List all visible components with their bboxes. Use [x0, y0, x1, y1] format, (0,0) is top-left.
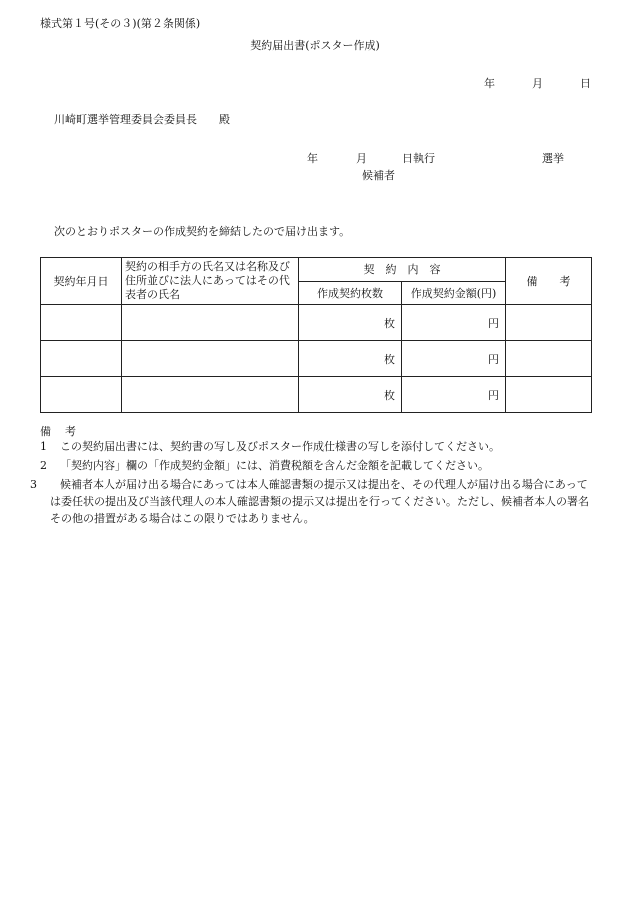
- cell-remarks[interactable]: [506, 377, 592, 413]
- election-day-label: 日執行: [402, 152, 435, 165]
- header-poster-count: 作成契約枚数: [299, 281, 402, 305]
- date-day-label: 日: [580, 77, 591, 90]
- form-number: 様式第１号(その３)(第２条関係): [40, 17, 201, 30]
- note-item: [40, 457, 595, 474]
- notes-heading-1: 備: [40, 425, 51, 438]
- cell-amount[interactable]: [402, 377, 506, 413]
- note-text: 「契約内容」欄の「作成契約金額」には、消費税額を含んだ金額を記載してください。: [60, 459, 489, 472]
- cell-count[interactable]: [299, 341, 402, 377]
- table-row: [41, 377, 592, 413]
- cell-amount[interactable]: [402, 341, 506, 377]
- notes-heading-2: 考: [65, 425, 76, 438]
- note-number: 3: [30, 478, 37, 491]
- notes-heading: [40, 423, 76, 439]
- cell-date[interactable]: [41, 377, 122, 413]
- cell-party[interactable]: [122, 305, 299, 341]
- contract-table: [40, 257, 592, 413]
- date-year-label: 年: [484, 77, 495, 90]
- table-row: [41, 341, 592, 377]
- note-item: [30, 476, 595, 527]
- cell-amount[interactable]: [402, 305, 506, 341]
- document-title: 契約届出書(ポスター作成): [250, 39, 380, 52]
- header-contract-amount: 作成契約金額(円): [402, 281, 506, 305]
- count-unit: 枚: [384, 352, 395, 366]
- cell-count[interactable]: [299, 377, 402, 413]
- header-contract-date: 契約年月日: [41, 258, 122, 305]
- header-remarks: 備 考: [506, 258, 592, 305]
- election-month-label: 月: [356, 152, 367, 165]
- cell-remarks[interactable]: [506, 341, 592, 377]
- candidate-label: 候補者: [362, 169, 395, 182]
- note-number: 2: [40, 459, 47, 472]
- table-row: [41, 305, 592, 341]
- addressee: [54, 111, 230, 127]
- cell-party[interactable]: [122, 341, 299, 377]
- note-text: この契約届出書には、契約書の写し及びポスター作成仕様書の写しを添付してください。: [60, 440, 500, 453]
- election-year-label: 年: [307, 152, 318, 165]
- count-unit: 枚: [384, 316, 395, 330]
- table-header-row: [41, 258, 592, 282]
- election-type-label: 選挙: [542, 152, 564, 165]
- amount-unit: 円: [488, 352, 499, 366]
- header-contract-party: 契約の相手方の氏名又は名称及び住所並びに法人にあってはその代表者の氏名: [122, 258, 299, 305]
- cell-date[interactable]: [41, 305, 122, 341]
- cell-party[interactable]: [122, 377, 299, 413]
- amount-unit: 円: [488, 388, 499, 402]
- cell-date[interactable]: [41, 341, 122, 377]
- note-item: [40, 438, 595, 455]
- addressee-honorific: 殿: [219, 113, 230, 126]
- note-number: 1: [40, 440, 47, 453]
- addressee-name: 川崎町選挙管理委員会委員長: [54, 113, 197, 126]
- note-text: 候補者本人が届け出る場合にあっては本人確認書類の提示又は提出を、その代理人が届け出る場合にあっては委任状の提出及び当該代理人の本人確認書類の提示又は提出を行ってください。ただし、候補者本人の署名その他の措置がある場合はこの限りではありません。: [50, 478, 589, 525]
- cell-remarks[interactable]: [506, 305, 592, 341]
- intro-text: 次のとおりポスターの作成契約を締結したので届け出ます。: [54, 225, 351, 238]
- date-month-label: 月: [532, 77, 543, 90]
- amount-unit: 円: [488, 316, 499, 330]
- count-unit: 枚: [384, 388, 395, 402]
- header-contract-content: 契 約 内 容: [299, 258, 506, 282]
- cell-count[interactable]: [299, 305, 402, 341]
